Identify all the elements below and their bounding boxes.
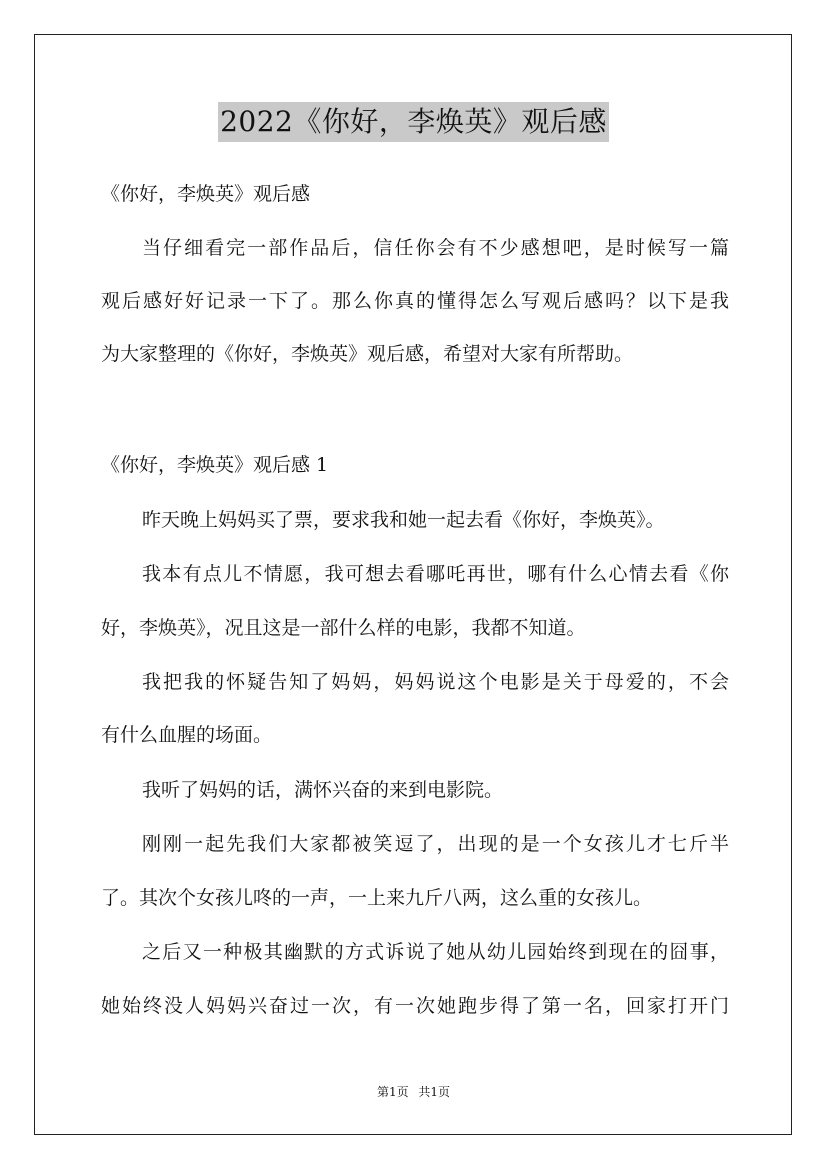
body-line: 了。其次个女孩儿咚的一声，一上来九斤八两，这么重的女孩儿。 [101,887,653,909]
body-line: 之后又一种极其幽默的方式诉说了她从幼儿园始终到现在的囧事， [142,941,729,963]
title-container [0,102,827,142]
page-total: 共1页 [418,1085,451,1099]
subtitle: 《你好，李焕英》观后感 [101,183,311,205]
body-line: 好，李焕英》，况且这是一部什么样的电影，我都不知道。 [101,617,586,639]
intro-line: 观后感好好记录一下了。那么你真的懂得怎么写观后感吗？以下是我 [101,290,729,312]
body-line: 我听了妈妈的话，满怀兴奋的来到电影院。 [142,779,504,801]
body-line: 刚刚一起先我们大家都被笑逗了，出现的是一个女孩儿才七斤半 [142,833,729,855]
section-heading: 《你好，李焕英》观后感 1 [101,454,329,476]
document-title: 2022《你好，李焕英》观后感 [218,102,609,142]
body-line: 昨天晚上妈妈买了票，要求我和她一起去看《你好，李焕英》。 [142,509,665,531]
intro-line: 当仔细看完一部作品后，信任你会有不少感想吧，是时候写一篇 [142,237,729,259]
body-line: 她始终没人妈妈兴奋过一次，有一次她跑步得了第一名，回家打开门 [101,995,729,1017]
body-line: 有什么血腥的场面。 [101,724,273,746]
intro-line: 为大家整理的《你好，李焕英》观后感，希望对大家有所帮助。 [101,343,634,365]
page-number: 第1页 [376,1085,409,1099]
page-footer [0,1083,827,1100]
body-line: 我把我的怀疑告知了妈妈，妈妈说这个电影是关于母爱的，不会 [142,671,729,693]
body-line: 我本有点儿不情愿，我可想去看哪吒再世，哪有什么心情去看《你 [142,563,729,585]
